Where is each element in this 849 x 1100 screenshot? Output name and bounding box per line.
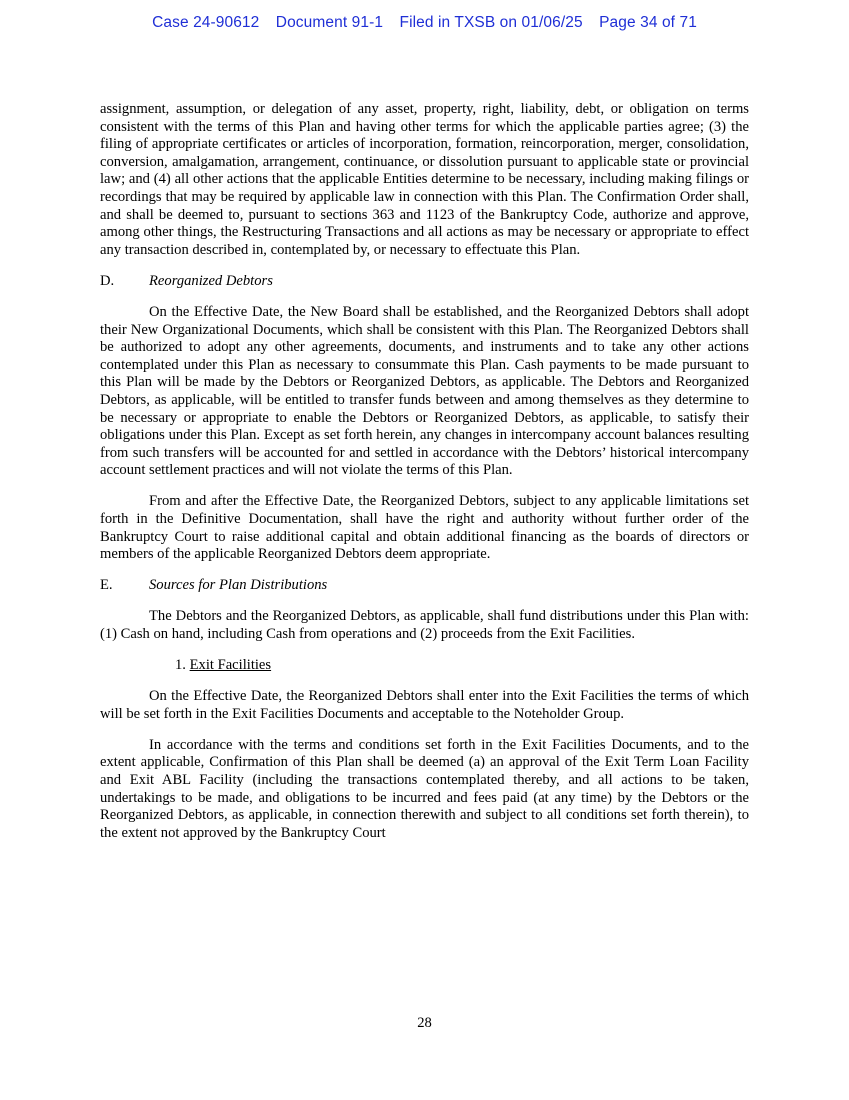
subsection-heading-exit-facilities bbox=[175, 657, 749, 675]
filing-info: Filed in TXSB on 01/06/25 bbox=[399, 14, 583, 31]
section-heading-d bbox=[100, 273, 749, 291]
section-title: Reorganized Debtors bbox=[149, 272, 273, 289]
section-heading-e bbox=[100, 577, 749, 595]
document-number: Document 91-1 bbox=[275, 14, 384, 31]
subsection-number: 1. bbox=[175, 657, 186, 674]
page-number: 28 bbox=[417, 1015, 432, 1031]
paragraph: On the Effective Date, the New Board shall be established, and the Reorganized Debtors shall adopt their New Organizational Documents, which shall be consistent with this Plan. The Reorganized Debtors shall be authorized to adopt any other agreements, documents, and instruments and to take any other actions contemplated under this Plan as necessary to consummate this Plan. Cash payments to be made pursuant to this Plan will be made by the Debtors or Reorganized Debtors, as applicable. The Debtors and Reorganized Debtors, as applicable, will be entitled to transfer funds between and among themselves as they determine to be necessary or appropriate to enable the Debtors or Reorganized Debtors, as applicable, to satisfy their obligations under this Plan. Except as set forth herein, any changes in intercompany account balances resulting from such transfers will be accounted for and settled in accordance with the Debtors’ historical intercompany account settlement practices and will not violate the terms of this Plan. bbox=[100, 303, 749, 479]
paragraph: On the Effective Date, the Reorganized Debtors shall enter into the Exit Facilities the terms of which will be set forth in the Exit Facilities Documents and acceptable to the Noteholder Group. bbox=[100, 688, 749, 722]
paragraph: From and after the Effective Date, the Reorganized Debtors, subject to any applicable limitations set forth in the Definitive Documentation, shall have the right and authority without further order of the Bankruptcy Court to raise additional capital and obtain additional financing as the boards of directors or members of the applicable Reorganized Debtors deem appropriate. bbox=[100, 493, 749, 563]
section-letter: E. bbox=[100, 577, 113, 594]
document-body bbox=[100, 101, 749, 856]
subsection-title: Exit Facilities bbox=[189, 657, 272, 674]
section-title: Sources for Plan Distributions bbox=[149, 577, 328, 594]
court-filing-header bbox=[0, 14, 849, 32]
paragraph: The Debtors and the Reorganized Debtors, as applicable, shall fund distributions under this Plan with: (1) Cash on hand, including Cash from operations and (2) proceeds from the Exit Facilities. bbox=[100, 608, 749, 642]
paragraph: In accordance with the terms and conditions set forth in the Exit Facilities Documents, and to the extent applicable, Confirmation of this Plan shall be deemed (a) an approval of the Exit Term Loan Facility and Exit ABL Facility (including the transactions contemplated thereby, and all actions to be taken, undertakings to be made, and obligations to be incurred and fees paid (at any time) by the Debtors or the Reorganized Debtors, as applicable, in connection therewith and subject to all conditions set forth therein), to the extent not approved by the Bankruptcy Court bbox=[100, 736, 749, 841]
case-number: Case 24-90612 bbox=[152, 14, 260, 31]
section-letter: D. bbox=[100, 272, 115, 289]
page-info: Page 34 of 71 bbox=[599, 14, 697, 31]
continuation-paragraph: assignment, assumption, or delegation of any asset, property, right, liability, debt, or obligation on terms consistent with the terms of this Plan and having other terms for which the applicable parties agree; (3) the filing of appropriate certificates or articles of incorporation, formation, reincorporation, merger, consolidation, conversion, amalgamation, arrangement, continuance, or dissolution pursuant to applicable state or provincial law; and (4) all other actions that the applicable Entities determine to be necessary, including making filings or recordings that may be required by applicable law in connection with this Plan. The Confirmation Order shall, and shall be deemed to, pursuant to sections 363 and 1123 of the Bankruptcy Code, authorize and approve, among other things, the Restructuring Transactions and all actions as may be necessary or appropriate to effect any transaction described in, contemplated by, or necessary to effectuate this Plan. bbox=[100, 101, 749, 258]
